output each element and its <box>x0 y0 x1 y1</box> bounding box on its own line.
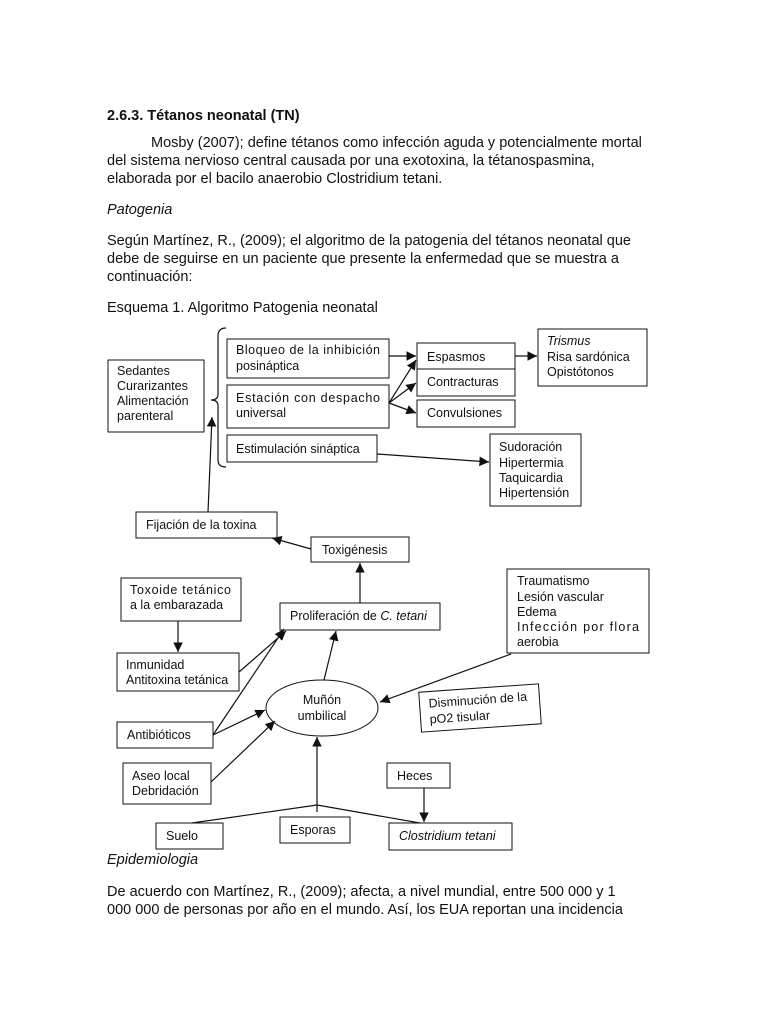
svg-text:Antitoxina tetánica: Antitoxina tetánica <box>126 673 229 687</box>
node-heces <box>387 763 450 788</box>
node-sedantes <box>108 360 204 432</box>
node-fijacion <box>136 512 277 538</box>
node-traumatismo <box>507 569 649 653</box>
svg-text:Toxoide tetánico: Toxoide tetánico <box>130 583 231 597</box>
svg-text:a la embarazada: a la embarazada <box>130 598 224 612</box>
node-clostridium <box>389 823 512 850</box>
node-aseo <box>123 763 211 804</box>
node-sudoracion <box>490 434 581 506</box>
subheading-patogenia: Patogenia <box>107 202 173 218</box>
svg-text:Curarizantes: Curarizantes <box>117 379 188 393</box>
svg-text:Alimentación: Alimentación <box>117 394 189 408</box>
paragraph-1-line-2: del sistema nervioso central causada por una exotoxina, la tétanospasmina, <box>107 153 595 169</box>
svg-text:Sudoración: Sudoración <box>499 440 563 454</box>
node-toxoide <box>121 578 241 621</box>
svg-text:Hipertensión: Hipertensión <box>499 486 570 500</box>
node-inmunidad <box>117 653 239 691</box>
node-antibioticos <box>117 722 213 748</box>
scheme-caption: Esquema 1. Algoritmo Patogenia neonatal <box>107 300 378 316</box>
svg-text:Antibióticos: Antibióticos <box>127 728 191 742</box>
svg-text:Risa sardónica: Risa sardónica <box>547 350 630 364</box>
node-contracturas <box>417 369 515 396</box>
node-suelo <box>156 823 223 849</box>
svg-text:Muñón: Muñón <box>302 693 342 707</box>
svg-text:Espasmos: Espasmos <box>427 350 486 364</box>
brace <box>211 328 226 467</box>
svg-text:Estación con despacho: Estación con despacho <box>236 391 380 405</box>
paragraph-2-line-3: continuación: <box>107 269 193 285</box>
node-signos <box>538 329 647 386</box>
paragraph-3-line-2: 000 000 de personas por año en el mundo. Así, los EUA reportan una incidencia <box>107 902 623 918</box>
paragraph-1-line-1: Mosby (2007); define tétanos como infección aguda y potencialmente mortal <box>151 135 642 151</box>
node-disminucion <box>419 684 541 732</box>
svg-text:Taquicardia: Taquicardia <box>499 471 563 485</box>
svg-text:Aseo local: Aseo local <box>132 769 190 783</box>
svg-text:posináptica: posináptica <box>236 359 300 373</box>
svg-text:Contracturas: Contracturas <box>427 375 499 389</box>
node-munon <box>266 680 378 736</box>
svg-text:aerobia: aerobia <box>517 635 559 649</box>
svg-text:Lesión vascular: Lesión vascular <box>517 590 604 604</box>
node-toxigenesis <box>311 537 409 562</box>
svg-text:Sedantes: Sedantes <box>117 364 170 378</box>
svg-text:umbilical: umbilical <box>297 709 347 723</box>
svg-text:Esporas: Esporas <box>290 823 336 837</box>
svg-text:Proliferación de C. tetani: Proliferación de C. tetani <box>290 609 427 623</box>
subheading-epidemiologia: Epidemiologia <box>107 852 199 868</box>
svg-text:Hipertermia: Hipertermia <box>499 456 564 470</box>
svg-text:Bloqueo de la inhibición: Bloqueo de la inhibición <box>236 343 380 357</box>
paragraph-2-line-1: Según Martínez, R., (2009); el algoritmo de la patogenia del tétanos neonatal que <box>107 233 631 249</box>
svg-text:Inmunidad: Inmunidad <box>126 658 185 672</box>
svg-text:Clostridium tetani: Clostridium tetani <box>399 829 496 843</box>
svg-text:Trismus: Trismus <box>547 334 591 348</box>
svg-text:Edema: Edema <box>517 605 557 619</box>
svg-text:universal: universal <box>236 406 287 420</box>
node-estacion <box>227 385 389 428</box>
node-convulsiones <box>417 400 515 427</box>
svg-text:Disminución de la: Disminución de la <box>428 689 528 711</box>
svg-text:Debridación: Debridación <box>132 784 199 798</box>
node-proliferacion <box>280 603 440 630</box>
node-esporas <box>280 817 350 843</box>
svg-text:Toxigénesis: Toxigénesis <box>322 543 388 557</box>
svg-text:parenteral: parenteral <box>117 409 174 423</box>
node-estimulacion <box>227 435 377 462</box>
svg-text:Traumatismo: Traumatismo <box>517 574 590 588</box>
paragraph-3-line-1: De acuerdo con Martínez, R., (2009); afecta, a nivel mundial, entre 500 000 y 1 <box>107 884 616 900</box>
svg-text:Estimulación sináptica: Estimulación sináptica <box>236 442 360 456</box>
paragraph-2-line-2: debe de seguirse en un paciente que presente la enfermedad que se muestra a <box>107 251 619 267</box>
svg-text:Opistótonos: Opistótonos <box>547 365 614 379</box>
svg-text:Fijación de la toxina: Fijación de la toxina <box>146 518 257 532</box>
section-heading: 2.6.3. Tétanos neonatal (TN) <box>107 108 300 124</box>
node-bloqueo <box>227 339 389 378</box>
node-espasmos <box>417 343 515 369</box>
svg-text:Convulsiones: Convulsiones <box>427 406 503 420</box>
svg-text:pO2 tisular: pO2 tisular <box>429 708 491 727</box>
svg-text:Infección por flora: Infección por flora <box>517 620 639 634</box>
svg-text:Heces: Heces <box>397 769 433 783</box>
svg-text:Suelo: Suelo <box>166 829 198 843</box>
paragraph-1-line-3: elaborada por el bacilo anaerobio Clostridium tetani. <box>107 171 443 187</box>
